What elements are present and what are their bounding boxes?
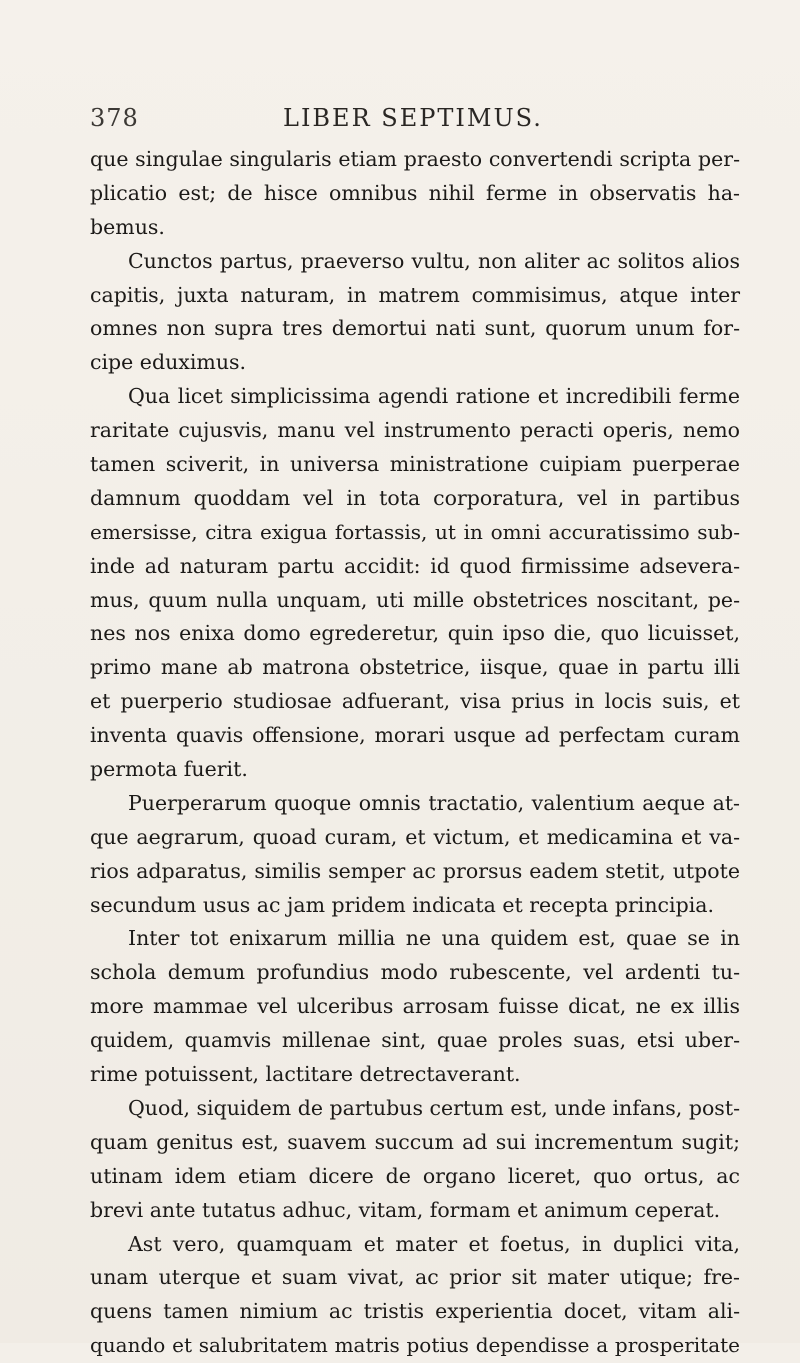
text-line: damnum quoddam vel in tota corporatura, vel in partibus bbox=[90, 485, 740, 510]
text-line: quens tamen nimium ac tristis experientia docet, vitam ali- bbox=[90, 1299, 740, 1324]
text-line: bemus. bbox=[90, 214, 165, 239]
text-line: secundum usus ac jam pridem indicata et recepta principia. bbox=[90, 892, 715, 917]
text-line: permota fuerit. bbox=[90, 757, 248, 782]
paragraph-start-line: Puerperarum quoque omnis tractatio, valentium aeque at- bbox=[128, 790, 740, 815]
text-line: schola demum profundius modo rubescente, vel ardenti tu- bbox=[90, 960, 740, 985]
paragraph-start-line: Qua licet simplicissima agendi ratione et incredibili ferme bbox=[128, 384, 740, 409]
text-line: que aegrarum, quoad curam, et victum, et medicamina et va- bbox=[90, 824, 740, 849]
text-line: unam uterque et suam vivat, ac prior sit mater utique; fre- bbox=[90, 1265, 740, 1290]
text-line: utinam idem etiam dicere de organo liceret, quo ortus, ac bbox=[90, 1163, 740, 1188]
text-line: raritate cujusvis, manu vel instrumento peracti operis, nemo bbox=[90, 418, 740, 443]
text-line: more mammae vel ulceribus arrosam fuisse dicat, ne ex illis bbox=[90, 994, 740, 1019]
paragraph-start-line: Cunctos partus, praeverso vultu, non aliter ac solitos alios bbox=[128, 248, 740, 273]
text-line: quando et salubritatem matris potius dependisse a prosperitate bbox=[90, 1333, 740, 1358]
paragraph-start-line: Ast vero, quamquam et mater et foetus, in duplici vita, bbox=[128, 1231, 740, 1256]
page-header bbox=[78, 100, 738, 134]
text-line: rios adparatus, similis semper ac prorsus eadem stetit, utpote bbox=[90, 858, 740, 883]
text-line: primo mane ab matrona obstetrice, iisque, quae in partu illi bbox=[90, 655, 740, 680]
text-line: et puerperio studiosae adfuerant, visa prius in locis suis, et bbox=[90, 689, 740, 714]
text-line: quidem, quamvis millenae sint, quae proles suas, etsi uber- bbox=[90, 1028, 740, 1053]
text-line: que singulae singularis etiam praesto convertendi scripta per- bbox=[90, 147, 740, 171]
text-line: cipe eduximus. bbox=[90, 350, 247, 375]
text-line: inde ad naturam partu accidit: id quod firmissime adsevera- bbox=[90, 553, 740, 578]
paragraph-start-line: Inter tot enixarum millia ne una quidem est, quae se in bbox=[128, 926, 740, 951]
paragraph-start-line: Quod, siquidem de partubus certum est, unde infans, post- bbox=[128, 1095, 740, 1120]
text-line: emersisse, citra exigua fortassis, ut in omni accuratissimo sub- bbox=[90, 519, 740, 544]
body-text bbox=[90, 143, 740, 1363]
text-line: brevi ante tutatus adhuc, vitam, formam et animum ceperat. bbox=[90, 1197, 721, 1222]
running-head: LIBER SEPTIMUS. bbox=[283, 104, 543, 132]
text-line: inventa quavis offensione, morari usque ad perfectam curam bbox=[90, 723, 740, 748]
text-line: rime potuissent, lactitare detrectaverant. bbox=[90, 1062, 521, 1087]
text-line: omnes non supra tres demortui nati sunt, quorum unum for- bbox=[90, 316, 740, 341]
text-line: capitis, juxta naturam, in matrem commisimus, atque inter bbox=[90, 282, 740, 307]
text-line: tamen sciverit, in universa ministratione cuipiam puerperae bbox=[90, 452, 740, 477]
text-line: plicatio est; de hisce omnibus nihil ferme in observatis ha- bbox=[90, 180, 740, 205]
text-line: nes nos enixa domo egrederetur, quin ipso die, quo licuisset, bbox=[90, 621, 740, 646]
page-number: 378 bbox=[90, 104, 139, 132]
text-line: mus, quum nulla unquam, uti mille obstetrices noscitant, pe- bbox=[90, 587, 740, 612]
text-line: quam genitus est, suavem succum ad sui incrementum sugit; bbox=[90, 1129, 740, 1154]
